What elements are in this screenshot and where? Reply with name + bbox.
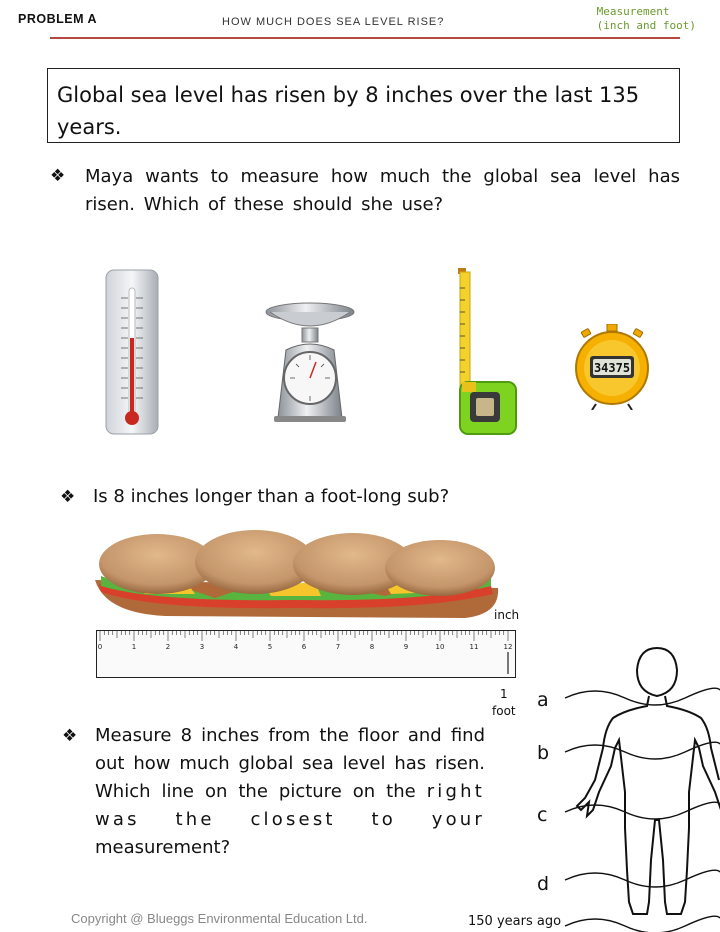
topic-label (597, 5, 696, 33)
line-label-c: c (537, 804, 548, 826)
question-3-part-2: measurement? (95, 837, 231, 858)
copyright-footer: Copyright @ Blueggs Environmental Education Ltd. (71, 911, 368, 926)
stopwatch-icon (574, 324, 650, 410)
line-label-d: d (537, 873, 550, 895)
ruler-number: 7 (335, 643, 341, 651)
ruler-number: 11 (469, 643, 479, 651)
ruler-number: 9 (403, 643, 409, 651)
bullet-icon: ❖ (60, 487, 76, 507)
question-1-text: Maya wants to measure how much the global sea level has risen. Which of these should she use? (85, 166, 680, 215)
line-label-b: b (537, 742, 550, 764)
ruler-number: 6 (301, 643, 307, 651)
worksheet-title: HOW MUCH DOES SEA LEVEL RISE? (222, 16, 445, 28)
ruler-number: 8 (369, 643, 375, 651)
ruler-number: 2 (165, 643, 171, 651)
ruler-number: 10 (435, 643, 445, 651)
stopwatch-display: 34375 (593, 361, 631, 375)
ruler-number: 12 (503, 643, 513, 651)
question-2-text: Is 8 inches longer than a foot-long sub? (93, 486, 450, 507)
ruler-number: 3 (199, 643, 205, 651)
question-3-part-1: Measure 8 inches from the floor and find out how much global sea level has risen. Which line on the picture on the (95, 725, 485, 802)
question-3-text (95, 722, 485, 862)
foot-label: foot (492, 704, 516, 718)
years-ago-label: 150 years ago (468, 914, 562, 929)
ruler-number: 0 (97, 643, 103, 651)
kitchen-scale-icon (264, 300, 356, 424)
ruler-number: 4 (233, 643, 239, 651)
sandwich-icon (95, 528, 505, 620)
header-divider (50, 37, 680, 39)
question-3-spread: right was the closest to your (95, 781, 485, 830)
topic-line-2: (inch and foot) (596, 19, 696, 32)
bullet-icon: ❖ (50, 166, 66, 186)
topic-line-1: Measurement (596, 5, 670, 18)
one-label: 1 (500, 687, 508, 701)
ruler-number: 1 (131, 643, 137, 651)
thermometer-icon (104, 268, 160, 436)
problem-label: PROBLEM A (18, 12, 98, 26)
fact-box: Global sea level has risen by 8 inches over the last 135 years. (47, 68, 680, 143)
inch-label: inch (494, 608, 520, 622)
line-label-a: a (537, 689, 549, 711)
tape-measure-icon (452, 268, 520, 436)
ruler (96, 630, 516, 678)
bullet-icon: ❖ (62, 726, 78, 746)
ruler-number: 5 (267, 643, 273, 651)
human-outline-icon (555, 640, 720, 932)
